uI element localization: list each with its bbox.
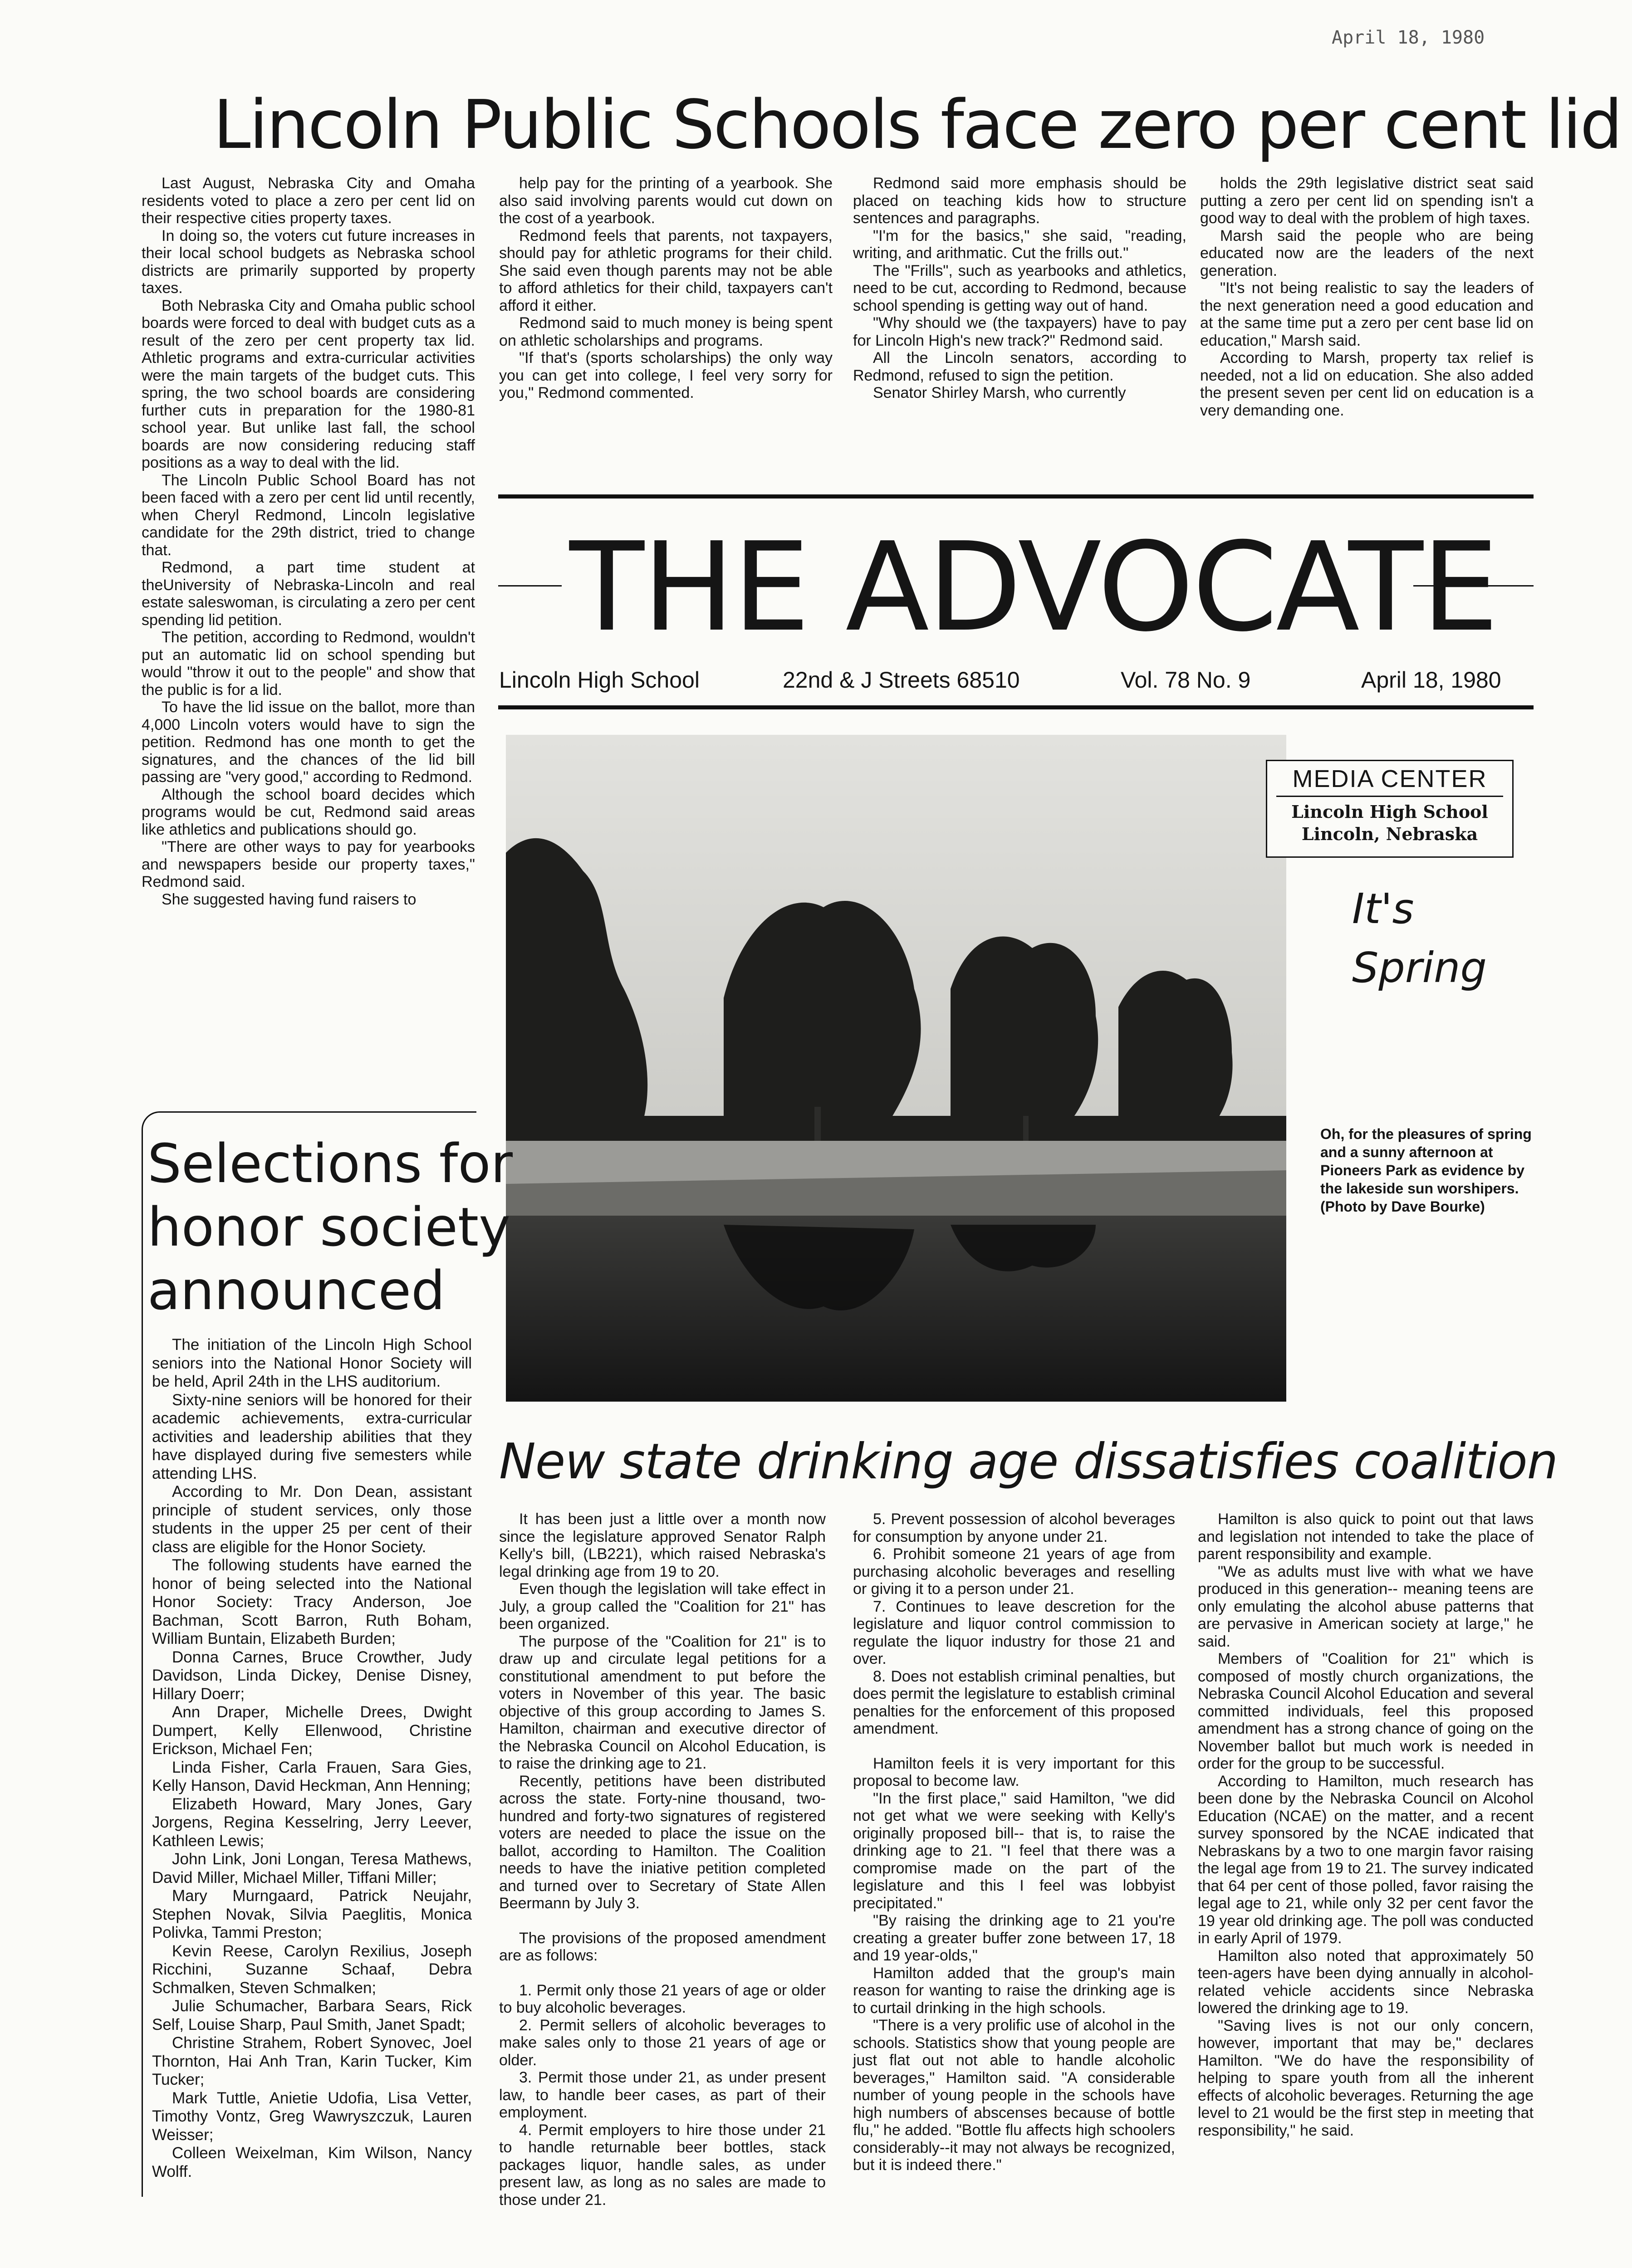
paragraph: Redmond feels that parents, not taxpayers, should pay for athletic programs for their child. She said even though parents may not be able to afford athletics for their child, taxpayers can't afford it either.	[499, 227, 833, 314]
paragraph: "There is a very prolific use of alcohol in the schools. Statistics show that young people are just flat out not able to handle alcoholic beverages," Hamilton said. "A considerable number of young people in the schools have high numbers of abscenses because of bottle flu," he added. "Bottle flu affects high schoolers considerably--it may not always be recognized, but it is indeed there."	[853, 2017, 1175, 2174]
paragraph: 6. Prohibit someone 21 years of age from purchasing alcoholic beverages and reselling or giving it to a person under 21.	[853, 1545, 1175, 1598]
masthead-top-rule	[498, 494, 1534, 499]
top-story-column-1	[142, 175, 475, 908]
paragraph: Kevin Reese, Carolyn Rexilius, Joseph Ricchini, Suzanne Schaaf, Debra Schmalken, Steven Schmalken;	[152, 1942, 472, 1997]
paragraph: "By raising the drinking age to 21 you're creating a greater buffer zone between 17, 18 and 19 year-olds,"	[853, 1912, 1175, 1964]
paragraph: Christine Strahem, Robert Synovec, Joel Thornton, Hai Anh Tran, Karin Tucker, Kim Tucker;	[152, 2034, 472, 2088]
paragraph: Mark Tuttle, Anietie Udofia, Lisa Vetter, Timothy Vontz, Greg Wawryszczuk, Lauren Weisser;	[152, 2089, 472, 2144]
paragraph: To have the lid issue on the ballot, more than 4,000 Lincoln voters would have to sign the petition. Redmond has one month to get the signatures, and the chances of the lid bill passing are "very good," according to Redmond.	[142, 699, 475, 786]
masthead-date: April 18, 1980	[1361, 667, 1501, 693]
paragraph: The following students have earned the honor of being selected into the National Honor Society: Tracy Anderson, Joe Bachman, Scott Barron, Ruth Boham, William Buntain, Elizabeth Burden;	[152, 1556, 472, 1647]
paragraph: All the Lincoln senators, according to Redmond, refused to sign the petition.	[853, 349, 1186, 384]
paragraph: 2. Permit sellers of alcoholic beverages to make sales only to those 21 years of age or older.	[499, 2016, 826, 2069]
handwritten-date: April 18, 1980	[1332, 27, 1485, 48]
paragraph: Donna Carnes, Bruce Crowther, Judy Davidson, Linda Dickey, Denise Disney, Hillary Doerr;	[152, 1648, 472, 1703]
masthead-left-dash	[498, 585, 562, 587]
paragraph: Hamilton feels it is very important for this proposal to become law.	[853, 1755, 1175, 1789]
paragraph: Elizabeth Howard, Mary Jones, Gary Jorgens, Regina Kesselring, Jerry Leever, Kathleen Lewis;	[152, 1795, 472, 1850]
paragraph: Redmond said to much money is being spent on athletic scholarships and programs.	[499, 314, 833, 349]
paragraph: Members of "Coalition for 21" which is composed of mostly church organizations, the Nebraska Council Alcohol Education and several committed individuals, feel this proposed amendment has a strong chance of going on the November ballot but much work is needed in order for the group to be successful.	[1198, 1650, 1534, 1772]
paragraph: 4. Permit employers to hire those under 21 to handle returnable beer bottles, stack packages liquor, handle sales, as under present law, as long as no sales are made to those under 21.	[499, 2121, 826, 2209]
stamp-line-1: MEDIA CENTER	[1276, 765, 1503, 797]
drinking-story-column-2	[853, 1510, 1175, 2174]
paragraph: In doing so, the voters cut future increases in their local school budgets as Nebraska school districts are primarily supported by property taxes.	[142, 227, 475, 297]
honor-headline-line-3: announced	[147, 1259, 446, 1322]
paragraph: Julie Schumacher, Barbara Sears, Rick Self, Louise Sharp, Paul Smith, Janet Spadt;	[152, 1997, 472, 2033]
paragraph: Marsh said the people who are being educated now are the leaders of the next generation.	[1200, 227, 1534, 279]
paragraph: Redmond said more emphasis should be placed on teaching kids how to structure sentences and paragraphs.	[853, 175, 1186, 227]
top-headline: Lincoln Public Schools face zero per cent lid	[213, 86, 1622, 164]
paragraph: "There are other ways to pay for yearbooks and newspapers beside our property taxes," Redmond said.	[142, 838, 475, 890]
paragraph: It has been just a little over a month now since the legislature approved Senator Ralph Kelly's bill, (LB221), which raised Nebraska's legal drinking age from 19 to 20.	[499, 1510, 826, 1580]
paragraph: "Saving lives is not our only concern, however, important that may be," declares Hamilton. "We do have the responsibility of helping to spare youth from all the inherent effects of alcoholic beverages. Returning the age level to 21 would be the first step in meeting that responsibility," he said.	[1198, 2017, 1534, 2139]
masthead-volume: Vol. 78 No. 9	[1121, 667, 1251, 693]
paragraph: Hamilton added that the group's main reason for wanting to raise the drinking age is to curtail drinking in the high schools.	[853, 1964, 1175, 2017]
paragraph: The petition, according to Redmond, wouldn't put an automatic lid on school spending but would "throw it out to the people" and show that the public is for a lid.	[142, 629, 475, 699]
photo-title-line-1: It's	[1352, 885, 1414, 933]
paragraph: "It's not being realistic to say the leaders of the next generation need a good education and at the same time put a zero per cent base lid on education," Marsh said.	[1200, 279, 1534, 349]
paragraph: According to Marsh, property tax relief is needed, not a lid on education. She also added the present seven per cent lid on education is a very demanding one.	[1200, 349, 1534, 419]
masthead-school: Lincoln High School	[499, 667, 700, 693]
photo-illustration	[506, 735, 1286, 1402]
paragraph: Last August, Nebraska City and Omaha residents voted to place a zero per cent lid on their respective cities property taxes.	[142, 175, 475, 227]
drinking-headline: New state drinking age dissatisfies coalition	[499, 1433, 1558, 1490]
paragraph: "We as adults must live with what we have produced in this generation-- meaning teens are only emulating the alcohol abuse patterns that are pervasive in American society at large," he said.	[1198, 1563, 1534, 1650]
paragraph: Hamilton also noted that approximately 50 teen-agers have been dying annually in alcohol-related vehicle accidents since Nebraska lowered the drinking age to 19.	[1198, 1947, 1534, 2017]
honor-headline-line-2: honor society	[147, 1196, 511, 1258]
honor-story-body	[152, 1336, 472, 2181]
paragraph: "In the first place," said Hamilton, "we did not get what we were seeking with Kelly's originally proposed bill-- that is, to raise the drinking age to 21. "I feel that there was a compromise made on the part of the legislature and this I feel was lobbyist precipitated."	[853, 1789, 1175, 1912]
paragraph: Mary Murngaard, Patrick Neujahr, Stephen Novak, Silvia Paeglitis, Monica Polivka, Tammi Preston;	[152, 1887, 472, 1941]
top-story-column-3	[853, 175, 1186, 402]
paragraph: According to Hamilton, much research has been done by the Nebraska Council on Alcohol Education (NCAE) on the matter, and a recent survey sponsored by the NCAE indicated that Nebraskans by a two to one margin favor raising the legal age from 19 to 21. The survey indicated that 64 per cent of those polled, favor raising the legal age to 21, while only 32 per cent favor the 19 year old drinking age. The poll was conducted in early April of 1979.	[1198, 1772, 1534, 1947]
masthead-title: THE ADVOCATE	[569, 516, 1497, 659]
paragraph: Both Nebraska City and Omaha public school boards were forced to deal with budget cuts as a result of the zero per cent property tax lid. Athletic programs and extra-curricular activities were the main targets of the budget cuts. This spring, the two school boards are considering further cuts in preparation for the 1980-81 school year. But unlike last fall, the school boards are now considering reducing staff positions as a way to deal with the lid.	[142, 297, 475, 471]
paragraph: The "Frills", such as yearbooks and athletics, need to be cut, according to Redmond, because school spending is getting way out of hand.	[853, 262, 1186, 314]
paragraph: Linda Fisher, Carla Frauen, Sara Gies, Kelly Hanson, David Heckman, Ann Henning;	[152, 1758, 472, 1794]
paragraph: 3. Permit those under 21, as under present law, to handle beer cases, as part of their employment.	[499, 2069, 826, 2121]
paragraph: holds the 29th legislative district seat said putting a zero per cent lid on spending isn't a good way to deal with the problem of high taxes.	[1200, 175, 1534, 227]
top-story-column-2	[499, 175, 833, 402]
paragraph: "If that's (sports scholarships) the only way you can get into college, I feel very sorry for you," Redmond commented.	[499, 349, 833, 401]
stamp-line-2: Lincoln High School	[1291, 802, 1488, 822]
drinking-story-column-1	[499, 1510, 826, 2209]
paragraph: Ann Draper, Michelle Drees, Dwight Dumpert, Kelly Ellenwood, Christine Erickson, Michael Fen;	[152, 1703, 472, 1758]
paragraph: Redmond, a part time student at theUniversity of Nebraska-Lincoln and real estate saleswoman, is circulating a zero per cent spending lid petition.	[142, 559, 475, 629]
stamp-line-3: Lincoln, Nebraska	[1301, 824, 1478, 844]
paragraph: Colleen Weixelman, Kim Wilson, Nancy Wolff.	[152, 2144, 472, 2180]
paragraph: "Why should we (the taxpayers) have to pay for Lincoln High's new track?" Redmond said.	[853, 314, 1186, 349]
top-story-column-4	[1200, 175, 1534, 419]
masthead-address: 22nd & J Streets 68510	[783, 667, 1020, 693]
paragraph: Even though the legislation will take effect in July, a group called the "Coalition for 21" has been organized.	[499, 1580, 826, 1633]
honor-headline-line-1: Selections for	[147, 1132, 513, 1195]
paragraph: 7. Continues to leave descretion for the legislature and liquor control commission to regulate the liquor industry for those 21 and over.	[853, 1598, 1175, 1667]
paragraph: The Lincoln Public School Board has not been faced with a zero per cent lid until recently, when Cheryl Redmond, Lincoln legislative candidate for the 29th district, tried to change that.	[142, 471, 475, 559]
photo-caption: Oh, for the pleasures of spring and a sunny afternoon at Pioneers Park as evidence by the lakeside sun worshipers. (Photo by Dave Bourke)	[1320, 1126, 1532, 1215]
spring-lake-photo	[506, 735, 1286, 1402]
paragraph: The purpose of the "Coalition for 21" is to draw up and circulate legal petitions for a constitutional amendment to put before the voters in November of this year. The basic objective of this group according to James S. Hamilton, chairman and executive director of the Nebraska Council on Alcohol Education, is to raise the drinking age to 21.	[499, 1633, 826, 1772]
paragraph: Sixty-nine seniors will be honored for their academic achievements, extra-curricular activities and leadership abilities that they have displayed during five semesters while attending LHS.	[152, 1391, 472, 1482]
paragraph: The provisions of the proposed amendment are as follows:	[499, 1929, 826, 1964]
paragraph: Senator Shirley Marsh, who currently	[873, 384, 1126, 401]
paragraph: Recently, petitions have been distributed across the state. Forty-nine thousand, two-hundred and forty-two signatures of registered voters are needed to place the issue on the ballot, according to Hamilton. The Coalition needs to have the iniative petition completed and turned over to Secretary of State Allen Beermann by July 3.	[499, 1772, 826, 1912]
paragraph: According to Mr. Don Dean, assistant principle of student services, only those students in the upper 25 per cent of their class are eligible for the Honor Society.	[152, 1483, 472, 1556]
paragraph: 8. Does not establish criminal penalties, but does permit the legislature to establish criminal penalties for the enforcement of this proposed amendment.	[853, 1667, 1175, 1737]
masthead-bottom-rule	[498, 705, 1534, 709]
paragraph: 5. Prevent possession of alcohol beverages for consumption by anyone under 21.	[853, 1510, 1175, 1545]
paragraph: John Link, Joni Longan, Teresa Mathews, David Miller, Michael Miller, Tiffani Miller;	[152, 1850, 472, 1887]
paragraph: The initiation of the Lincoln High School seniors into the National Honor Society will be held, April 24th in the LHS auditorium.	[152, 1336, 472, 1390]
paragraph: "I'm for the basics," she said, "reading, writing, and arithmatic. Cut the frills out."	[853, 227, 1186, 262]
paragraph: 1. Permit only those 21 years of age or older to buy alcoholic beverages.	[499, 1981, 826, 2016]
paragraph: Although the school board decides which programs would be cut, Redmond said areas like athletics and publications should go.	[142, 786, 475, 838]
paragraph: help pay for the printing of a yearbook. She also said involving parents would cut down on the cost of a yearbook.	[499, 175, 833, 227]
media-center-stamp	[1266, 760, 1514, 858]
photo-title-line-2: Spring	[1352, 943, 1487, 992]
drinking-story-column-3	[1198, 1510, 1534, 2139]
paragraph: Hamilton is also quick to point out that laws and legislation not intended to take the place of parent responsibility and example.	[1198, 1510, 1534, 1563]
paragraph: She suggested having fund raisers to	[162, 890, 417, 908]
